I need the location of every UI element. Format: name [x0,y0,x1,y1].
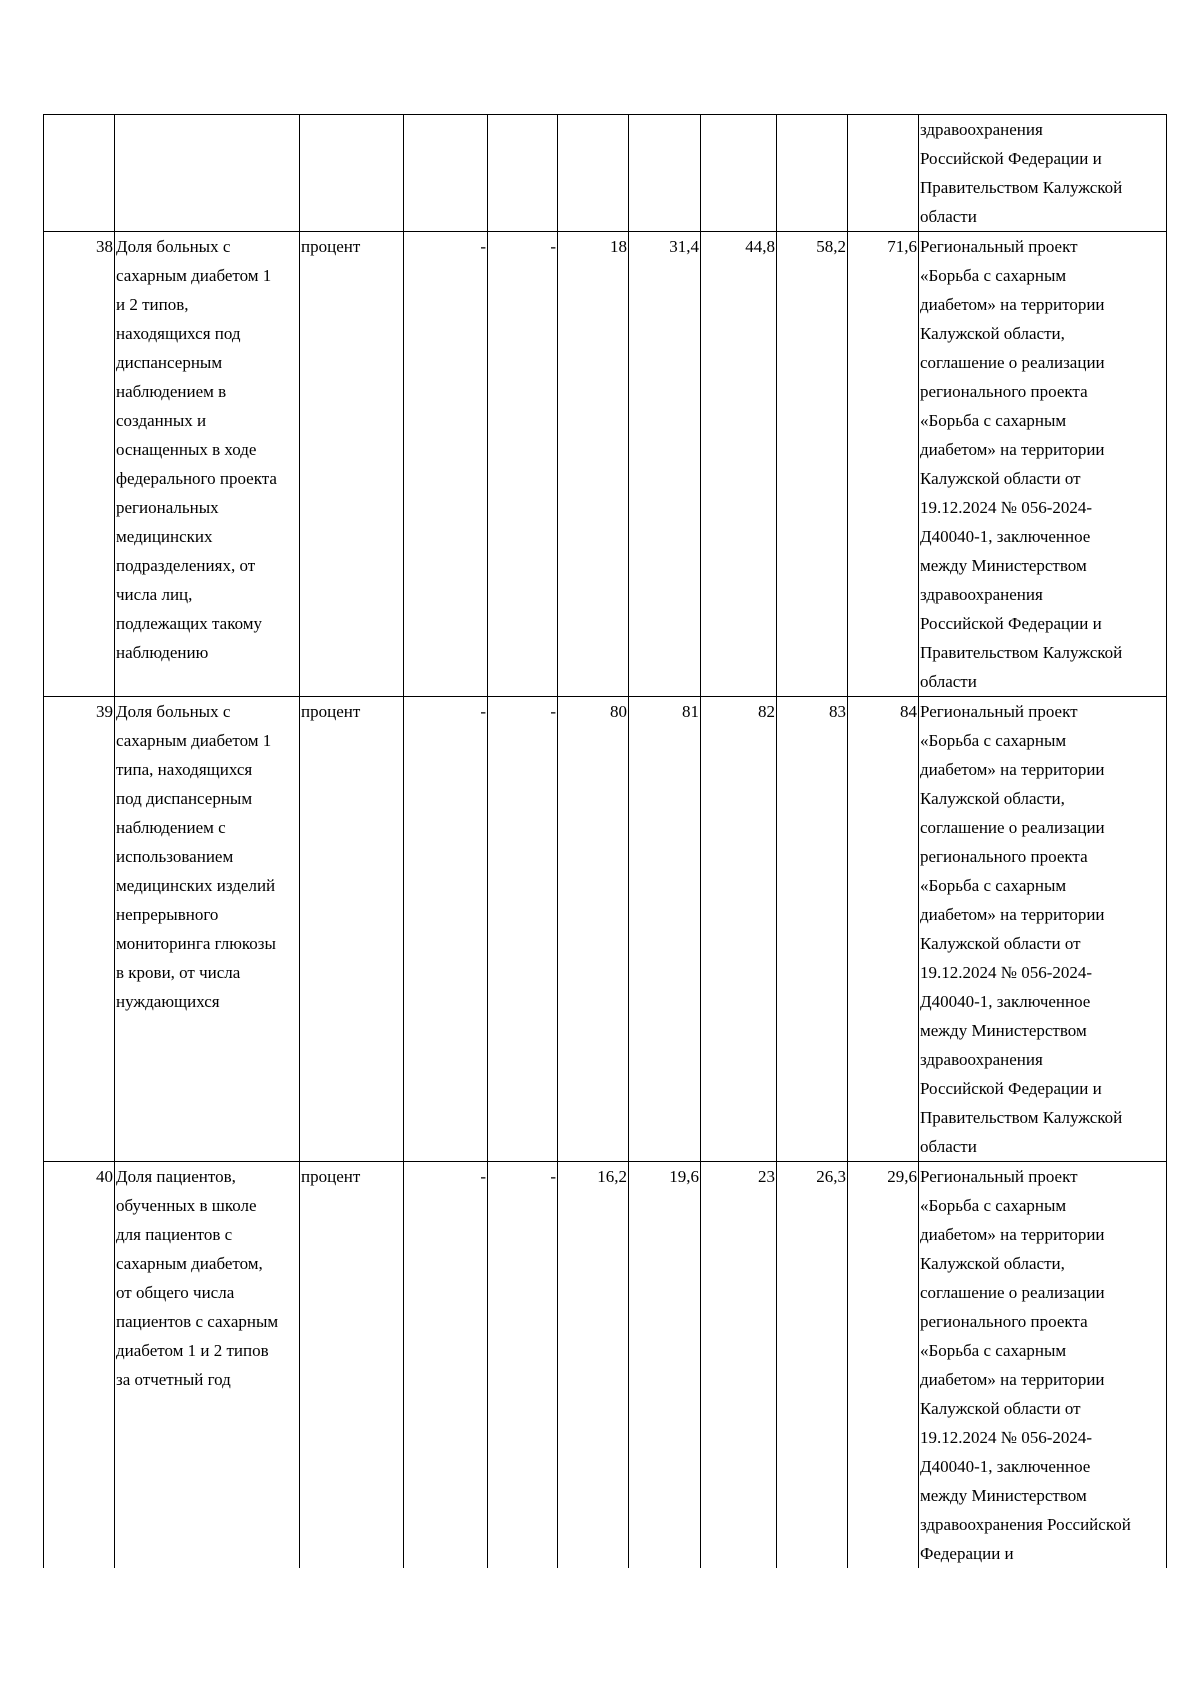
value-cell: - [488,1162,558,1569]
source-cell: Региональный проект «Борьба с сахарным диабетом» на территории Калужской области, соглашение о реализации регионального проекта «Борьба с сахарным диабетом» на территории Калужской области от 19.12.2024 № 056-2024- Д40040-1, заключенное между Министерством здравоохранения Российской Федерации и Правительством Калужской области [919,232,1167,697]
indicator-cell: Доля пациентов, обученных в школе для пациентов с сахарным диабетом, от общего числа пациентов с сахарным диабетом 1 и 2 типов за отчетный год [115,1162,300,1569]
indicators-table [43,114,1167,1568]
value-cell: 19,6 [629,1162,701,1569]
row-number-cell [44,115,115,232]
row-number-cell: 38 [44,232,115,697]
value-cell: 29,6 [848,1162,919,1569]
source-cell: здравоохранения Российской Федерации и Правительством Калужской области [919,115,1167,232]
value-cell [701,115,777,232]
unit-cell: процент [300,232,404,697]
value-cell: 81 [629,697,701,1162]
value-cell: 31,4 [629,232,701,697]
value-cell [777,115,848,232]
unit-cell [300,115,404,232]
value-cell: - [488,697,558,1162]
value-cell: 16,2 [558,1162,629,1569]
indicator-cell [115,115,300,232]
value-cell [488,115,558,232]
value-cell: 23 [701,1162,777,1569]
value-cell [404,115,488,232]
unit-cell: процент [300,1162,404,1569]
row-number-cell: 39 [44,697,115,1162]
value-cell: 82 [701,697,777,1162]
value-cell: 83 [777,697,848,1162]
indicator-cell: Доля больных с сахарным диабетом 1 типа, находящихся под диспансерным наблюдением с использованием медицинских изделий непрерывного мониторинга глюкозы в крови, от числа нуждающихся [115,697,300,1162]
source-cell: Региональный проект «Борьба с сахарным диабетом» на территории Калужской области, соглашение о реализации регионального проекта «Борьба с сахарным диабетом» на территории Калужской области от 19.12.2024 № 056-2024- Д40040-1, заключенное между Министерством здравоохранения Российской Федерации и Правительством Калужской области [919,697,1167,1162]
table-row [44,115,1167,232]
table-row [44,232,1167,697]
value-cell [848,115,919,232]
value-cell: 80 [558,697,629,1162]
value-cell: 84 [848,697,919,1162]
indicators-table-container [43,114,1166,1568]
value-cell: 18 [558,232,629,697]
value-cell: 58,2 [777,232,848,697]
row-number-cell: 40 [44,1162,115,1569]
value-cell [558,115,629,232]
source-cell: Региональный проект «Борьба с сахарным диабетом» на территории Калужской области, соглашение о реализации регионального проекта «Борьба с сахарным диабетом» на территории Калужской области от 19.12.2024 № 056-2024- Д40040-1, заключенное между Министерством здравоохранения Российской Федерации и [919,1162,1167,1569]
value-cell: 71,6 [848,232,919,697]
indicator-cell: Доля больных с сахарным диабетом 1 и 2 типов, находящихся под диспансерным наблюдением в созданных и оснащенных в ходе федерального проекта региональных медицинских подразделениях, от числа лиц, подлежащих такому наблюдению [115,232,300,697]
value-cell: 26,3 [777,1162,848,1569]
value-cell [629,115,701,232]
table-row [44,1162,1167,1569]
table-row [44,697,1167,1162]
value-cell: - [404,1162,488,1569]
unit-cell: процент [300,697,404,1162]
value-cell: - [488,232,558,697]
value-cell: - [404,232,488,697]
value-cell: - [404,697,488,1162]
value-cell: 44,8 [701,232,777,697]
